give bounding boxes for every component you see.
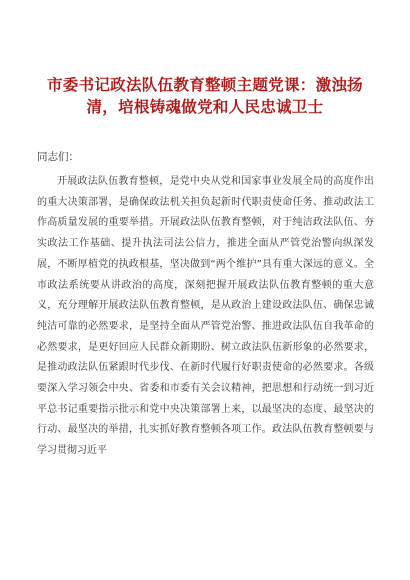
body-paragraph: 开展政法队伍教育整顿，是党中央从党和国家事业发展全局的高度作出的重大决策部署，是确保政法机关担负起新时代职责使命任务、推动政法工作高质量发展的重要举措。开展政法队伍教育整顿，对于纯洁政法队伍、夯实政法工作基础、提升执法司法公信力，推进全面从严管党治警向纵深发展，不断厚植党的执政根基，坚决做到“两个维护”具有重大深远的意义。全市政法系统要从讲政治的高度，深刻把握开展政法队伍教育整顿的重大意义，充分理解开展政法队伍教育整顿，是从政治上建设政法队伍、确保忠诚纯洁可靠的必然要求，是坚持全面从严管党治警、推进政法队伍自我革命的必然要求，是更好回应人民群众新期盼、树立政法队伍新形象的必然要求，是推动政法队伍紧跟时代步伐、在新时代履行好职责使命的必然要求。各级要深入学习领会中央、省委和市委有关会议精神，把思想和行动统一到习近平总书记重要指示批示和党中央决策部署上来，以最坚决的态度、最坚决的行动、最坚决的举措，扎实抓好教育整顿各项工作。政法队伍教育整顿要与学习贯彻习近平: [37, 176, 374, 457]
salutation: 同志们：: [37, 151, 79, 163]
document-title: 市委书记政法队伍教育整顿主题党课：激浊扬清，培根铸魂做党和人民忠诚卫士: [46, 75, 363, 116]
